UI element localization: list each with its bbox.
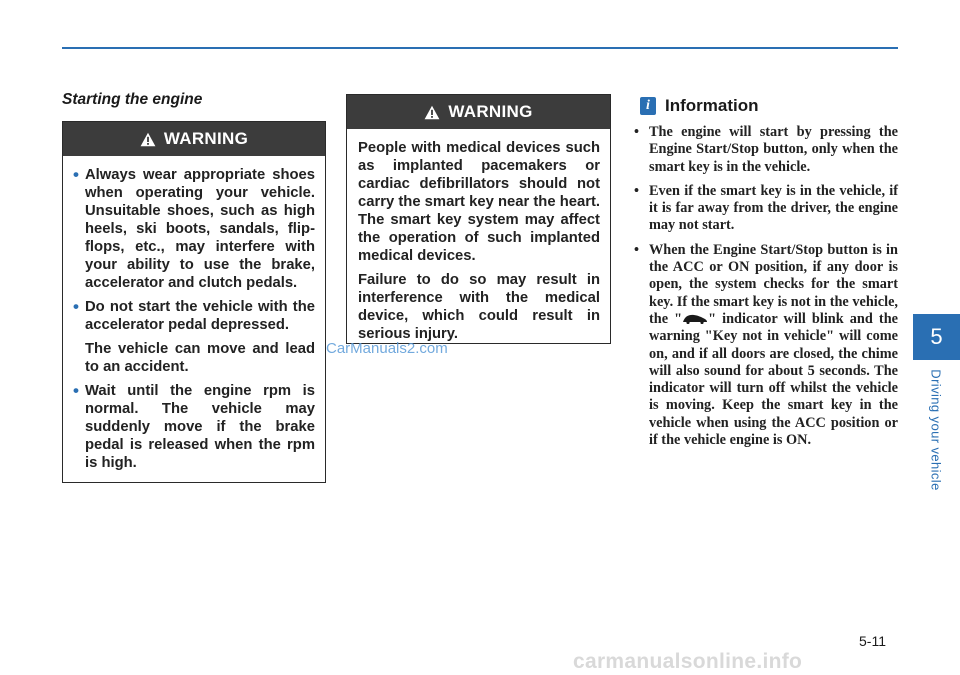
footer-watermark: carmanualsonline.info [573,650,803,673]
warning-bullet: • Wait until the engine rpm is normal. The vehicle may suddenly move if the brake pedal is released when the rpm is high. [85,382,315,472]
section-title: Starting the engine [62,91,203,108]
warning-bullet: • Always wear appropriate shoes when operating your vehicle. Unsuitable shoes, such as high heels, ski boots, sandals, flip-flops, etc., may interfere with your ability to use the brake, accelerator and clutch pedals. [85,166,315,292]
warning-header [347,95,610,129]
page-number: 5-11 [859,633,886,649]
information-item: • The engine will start by pressing the Engine Start/Stop button, only when the smart key is in the vehicle. [632,124,898,176]
information-list [632,124,898,456]
warning-paragraph: Failure to do so may result in interference with the medical device, which could result in serious injury. [358,272,600,342]
top-rule [62,47,898,49]
watermark-text: CarManuals2.com [326,340,448,357]
warning-box-middle [346,94,611,344]
information-text: When the Engine Start/Stop button is in the ACC or ON position, if any door is open, the system checks for the smart key. If the smart key is not in the vehicle, the " [649,241,898,327]
warning-title: WARNING [448,102,533,121]
warning-paragraph: People with medical devices such as implanted pacemakers or cardiac defibrillators should not carry the smart key near the heart. The smart key system may affect the operation of such implanted medical devices. [358,140,600,264]
information-text: " indicator will blink and the warning "Key not in vehicle" will come on, and if all doors are closed, the chime will also sound for about 5 seconds. The indicator will turn off whilst the vehicle is moving. Keep the smart key in the vehicle when using the ACC position or if the vehicle engine is ON. [649,310,898,449]
information-item: • Even if the smart key is in the vehicle, if it is far away from the driver, the engine may not start. [632,183,898,235]
information-title: Information [665,96,759,115]
key-indicator-icon [682,313,708,324]
warning-body [347,129,610,359]
warning-triangle-icon [140,132,156,147]
warning-box-left [62,121,326,483]
warning-triangle-icon [424,105,440,120]
warning-body [63,156,325,488]
chapter-label: Driving your vehicle [928,369,944,491]
info-icon: i [640,97,656,115]
information-header [640,96,759,116]
information-item [632,242,898,450]
warning-header [63,122,325,156]
warning-bullet: • Do not start the vehicle with the accelerator pedal depressed. [85,298,315,334]
chapter-tab: 5 [913,314,960,360]
warning-sub-text: The vehicle can move and lead to an accident. [85,341,315,375]
warning-title: WARNING [163,129,249,148]
